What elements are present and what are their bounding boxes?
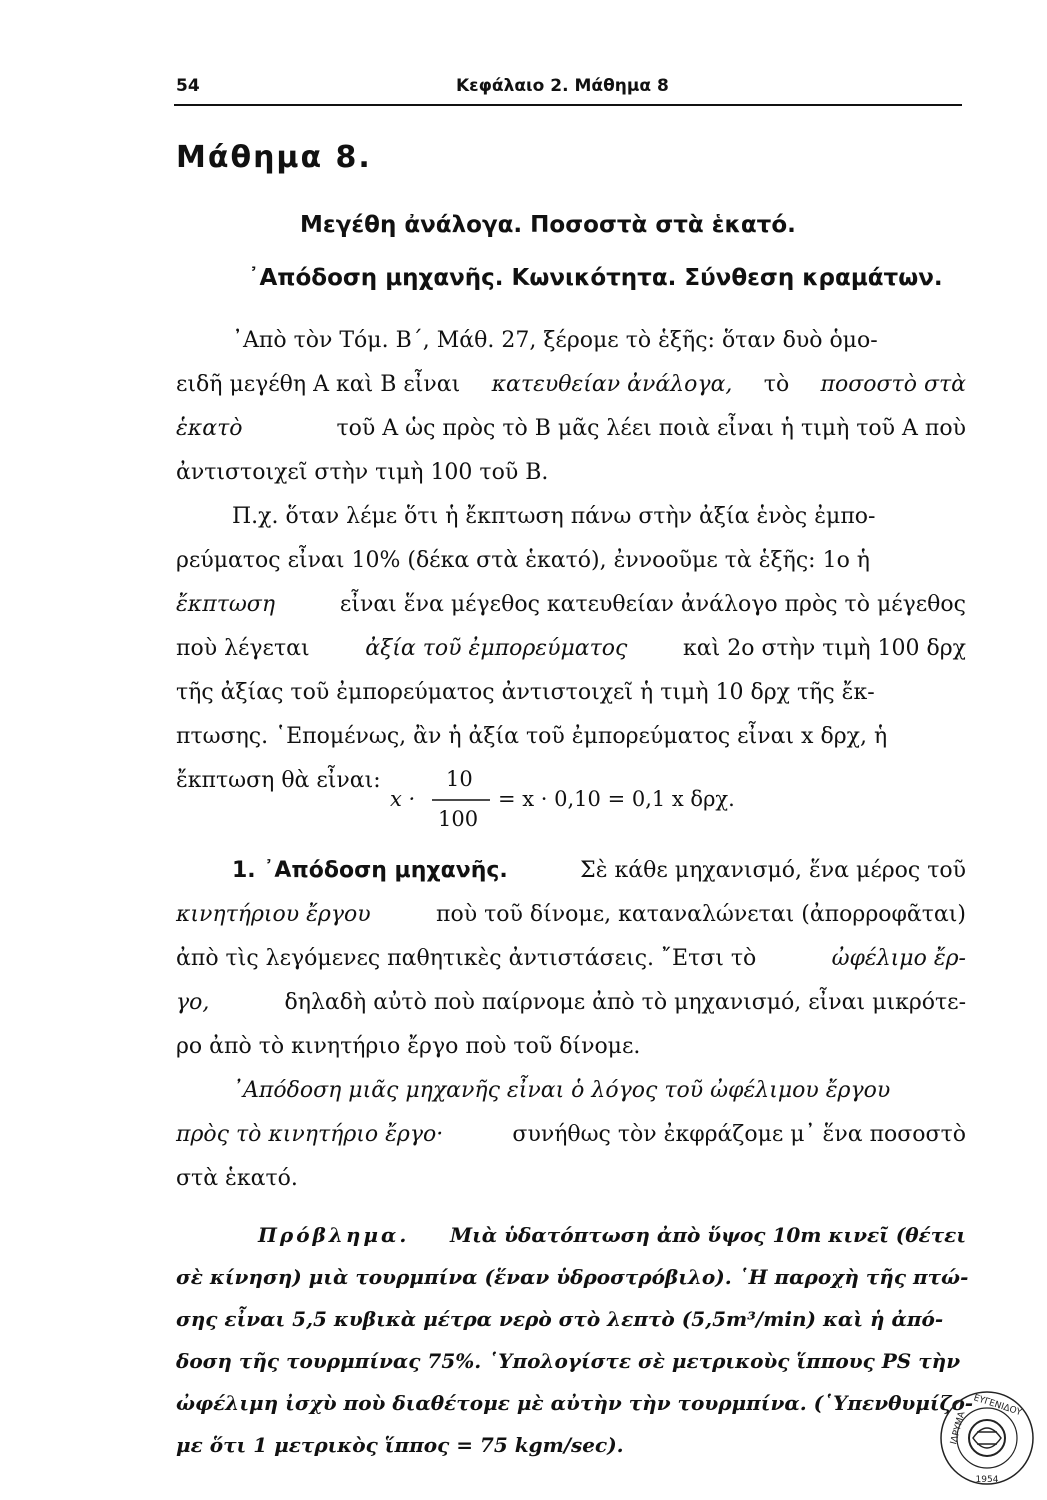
term-discount: ἔκπτωση [176, 592, 275, 617]
section1-text: Σὲ κάθε μηχανισμό, ἕνα μέρος τοῦ [573, 858, 966, 883]
term-useful-work: ὠφέλιμο ἔρ- [831, 946, 966, 971]
definition-line-2 [176, 1120, 966, 1150]
section1-heading: 1. ᾿Απόδοση μηχανῆς. [232, 858, 508, 883]
example-line-2: ρεύματος εἶναι 10% (δέκα στὰ ἑκατό), ἐννοοῦμε τὰ ἑξῆς: 1ο ἡ [176, 548, 870, 573]
section1-line-5: ρο ἀπὸ τὸ κινητήριο ἔργο ποὺ τοῦ δίνομε. [176, 1034, 641, 1059]
section1-text: δηλαδὴ αὐτὸ ποὺ παίρνομε ἀπὸ τὸ μηχανισμό, εἶναι μικρότε- [277, 990, 966, 1015]
example-line-1: Π.χ. ὅταν λέμε ὅτι ἡ ἔκπτωση πάνω στὴν ἀξία ἑνὸς ἐμπο- [232, 504, 876, 529]
intro-line-3 [176, 414, 966, 444]
example-text: ποὺ λέγεται [176, 636, 317, 661]
example-line-4 [176, 634, 966, 664]
foundation-seal [937, 1388, 1037, 1492]
formula-rhs: = x · 0,10 = 0,1 x δρχ. [498, 787, 735, 811]
intro-line-4: ἀντιστοιχεῖ στὴν τιμὴ 100 τοῦ Β. [176, 460, 549, 485]
section1-line-4 [176, 988, 966, 1018]
example-line-5: τῆς ἀξίας τοῦ ἐμπορεύματος ἀντιστοιχεῖ ἡ τιμὴ 10 δρχ τῆς ἔκ- [176, 680, 875, 705]
example-line-6: πτωσης. ῾Επομένως, ἂν ἡ ἀξία τοῦ ἐμπορεύματος εἶναι x δρχ, ἡ [176, 724, 888, 749]
seal-emblem [937, 1388, 1037, 1488]
problem-line-4: δοση τῆς τουρμπίνας 75%. ῾Υπολογίστε σὲ μετρικοὺς ἵππους PS τὴν [176, 1349, 961, 1373]
definition-line-1: ᾿Απόδοση μιᾶς μηχανῆς εἶναι ὁ λόγος τοῦ ὠφέλιμου ἔργου [232, 1078, 891, 1103]
formula [390, 764, 850, 839]
definition-text: συνήθως τὸν ἐκφράζομε μ᾿ ἕνα ποσοστὸ [505, 1122, 966, 1147]
formula-lhs: x · [390, 787, 416, 811]
svg-text:ΙΔΡΥΜΑ: ΙΔΡΥΜΑ [949, 1410, 968, 1446]
section1-line-1 [232, 856, 966, 886]
intro-line-1: ᾿Απὸ τὸν Τόμ. Β΄, Μάθ. 27, ξέρομε τὸ ἑξῆς: ὅταν δυὸ ὁμο- [232, 328, 878, 353]
problem-line-6: με ὅτι 1 μετρικὸς ἵππος = 75 kgm/sec). [176, 1433, 624, 1457]
section1-text: ποὺ τοῦ δίνομε, καταναλώνεται (ἀπορροφᾶται) [429, 902, 966, 927]
problem-label: Πρόβλημα. [258, 1223, 410, 1247]
lesson-title: Μάθημα 8. [176, 140, 372, 175]
definition-line-3: στὰ ἑκατό. [176, 1166, 298, 1191]
term-useful-work-end: γο, [176, 990, 210, 1015]
intro-line-2 [176, 370, 966, 400]
intro-text: ειδῆ μεγέθη Α καὶ Β εἶναι [176, 372, 468, 397]
definition-text: πρὸς τὸ κινητήριο ἔργο· [176, 1122, 444, 1147]
header-rule [174, 104, 962, 106]
formula-svg [390, 764, 850, 834]
example-text: καὶ 2ο στὴν τιμὴ 100 δρχ [676, 636, 966, 661]
svg-text:ΕΥΓΕΝΙΔΟΥ: ΕΥΓΕΝΙΔΟΥ [972, 1393, 1023, 1419]
section1-line-2 [176, 900, 966, 930]
problem-text: Μιὰ ὑδατόπτωση ἀπὸ ὕψος 10m κινεῖ (θέτει [443, 1223, 966, 1247]
example-line-7: ἔκπτωση θὰ εἶναι: [176, 768, 381, 793]
running-head: Κεφάλαιο 2. Μάθημα 8 [456, 76, 669, 96]
section1-text: ἀπὸ τὶς λεγόμενες παθητικὲς ἀντιστάσεις. ῎Ετσι τὸ [176, 946, 764, 971]
problem-line-2: σὲ κίνηση) μιὰ τουρμπίνα (ἕναν ὑδροστρόβιλο). ῾Η παροχὴ τῆς πτώ- [176, 1265, 969, 1289]
term-hundred: ἑκατὸ [176, 416, 243, 441]
term-driving-work: κινητήριου ἔργου [176, 902, 371, 927]
example-line-3 [176, 590, 966, 620]
svg-text:1954: 1954 [975, 1475, 999, 1485]
term-merchandise-value: ἀξία τοῦ ἐμπορεύματος [365, 636, 628, 661]
example-text: εἶναι ἕνα μέγεθος κατευθείαν ἀνάλογο πρὸς τὸ μέγεθος [332, 592, 966, 617]
problem-line-1 [258, 1220, 966, 1250]
subtitle-line-2: ᾿Απόδοση μηχανῆς. Κωνικότητα. Σύνθεση κραμάτων. [248, 265, 943, 291]
problem-line-3: σης εἶναι 5,5 κυβικὰ μέτρα νερὸ στὸ λεπτὸ (5,5m³/min) καὶ ἡ ἀπό- [176, 1307, 944, 1331]
section1-line-3 [176, 944, 966, 974]
problem-line-5: ὠφέλιμη ἰσχὺ ποὺ διαθέτομε μὲ αὐτὴν τὴν τουρμπίνα. (῾Υπενθυμίζο- [176, 1391, 974, 1415]
formula-numerator: 10 [446, 767, 473, 791]
formula-denominator: 100 [438, 807, 479, 831]
intro-text: τὸ [756, 372, 797, 397]
term-direct-proportional: κατευθείαν ἀνάλογα, [491, 372, 733, 397]
page-number: 54 [176, 76, 200, 96]
intro-text: τοῦ Α ὡς πρὸς τὸ Β μᾶς λέει ποιὰ εἶναι ἡ τιμὴ τοῦ Α ποὺ [329, 416, 966, 441]
term-percentage: ποσοστὸ στὰ [820, 372, 966, 397]
subtitle-line-1: Μεγέθη ἀνάλογα. Ποσοστὰ στὰ ἑκατό. [300, 212, 796, 238]
